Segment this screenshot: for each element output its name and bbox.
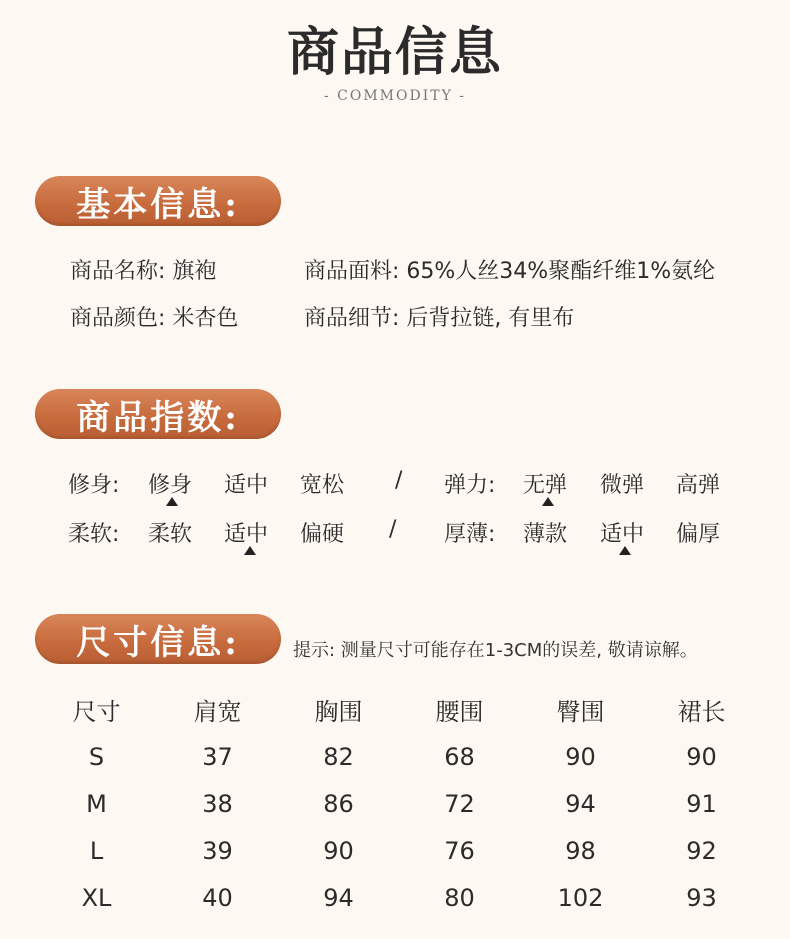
index-option: 微弹: [600, 473, 645, 498]
table-cell: 72: [444, 789, 475, 818]
table-cell: 98: [565, 836, 596, 865]
table-row: [36, 827, 762, 874]
index-option: 高弹: [676, 473, 721, 498]
index-label-thickness: 厚薄:: [444, 522, 496, 547]
index-option: 偏硬: [300, 522, 345, 547]
table-row: [36, 780, 762, 827]
table-cell: 86: [323, 789, 354, 818]
table-cell: 94: [565, 789, 596, 818]
table-header-cell: 尺寸: [72, 698, 121, 726]
table-cell: 92: [686, 836, 717, 865]
table-header-cell: 胸围: [314, 698, 363, 726]
index-option: 适中: [224, 473, 269, 498]
index-separator: /: [395, 468, 403, 493]
table-cell: 80: [444, 883, 475, 912]
basic-info-heading-label: 基本信息:: [76, 184, 240, 225]
page-header: [0, 22, 790, 104]
table-cell: 94: [323, 883, 354, 912]
table-cell: XL: [81, 883, 112, 912]
index-option: 修身: [148, 473, 193, 498]
product-name: 商品名称: 旗袍: [70, 259, 217, 284]
table-cell: L: [89, 836, 104, 865]
index-separator: /: [389, 517, 397, 542]
size-hint: 提示: 测量尺寸可能存在1-3CM的误差, 敬请谅解。: [293, 640, 698, 661]
selected-marker-thickness: [619, 546, 631, 555]
product-color: 商品颜色: 米杏色: [70, 306, 239, 331]
table-header-cell: 裙长: [677, 698, 726, 726]
table-cell: 82: [323, 742, 354, 771]
product-material: 商品面料: 65%人丝34%聚酯纤维1%氨纶: [304, 259, 716, 284]
selected-marker-fit: [166, 497, 178, 506]
index-option: 适中: [600, 522, 645, 547]
index-option: 偏厚: [676, 522, 721, 547]
table-cell: 90: [323, 836, 354, 865]
index-option: 宽松: [300, 473, 345, 498]
table-cell: 90: [686, 742, 717, 771]
table-cell: M: [86, 789, 107, 818]
selected-marker-elasticity: [542, 497, 554, 506]
product-detail: 商品细节: 后背拉链, 有里布: [304, 306, 575, 331]
product-index-heading: [35, 389, 281, 439]
table-cell: 102: [557, 883, 604, 912]
table-header-row: [36, 686, 762, 733]
table-cell: 68: [444, 742, 475, 771]
table-cell: 40: [202, 883, 233, 912]
table-row: [36, 874, 762, 921]
page-title: 商品信息: [286, 22, 503, 83]
index-option: 无弹: [523, 473, 568, 498]
table-cell: 76: [444, 836, 475, 865]
index-label-fit: 修身:: [68, 473, 120, 498]
selected-marker-softness: [244, 546, 256, 555]
table-header-cell: 腰围: [435, 698, 484, 726]
size-info-heading-label: 尺寸信息:: [76, 622, 240, 663]
table-cell: 37: [202, 742, 233, 771]
table-header-cell: 肩宽: [193, 698, 242, 726]
index-option: 柔软: [148, 522, 193, 547]
size-table: [36, 686, 762, 921]
page-subtitle: - COMMODITY -: [323, 88, 467, 104]
table-cell: 39: [202, 836, 233, 865]
basic-info-heading: [35, 176, 281, 226]
size-info-heading: [35, 614, 281, 664]
table-cell: 91: [686, 789, 717, 818]
table-header-cell: 臀围: [556, 698, 605, 726]
table-cell: S: [88, 742, 105, 771]
index-option: 适中: [224, 522, 269, 547]
index-option: 薄款: [523, 522, 568, 547]
product-index-heading-label: 商品指数:: [76, 397, 240, 438]
table-cell: 90: [565, 742, 596, 771]
index-label-softness: 柔软:: [68, 522, 120, 547]
table-cell: 38: [202, 789, 233, 818]
index-label-elasticity: 弹力:: [444, 473, 496, 498]
table-cell: 93: [686, 883, 717, 912]
table-row: [36, 733, 762, 780]
